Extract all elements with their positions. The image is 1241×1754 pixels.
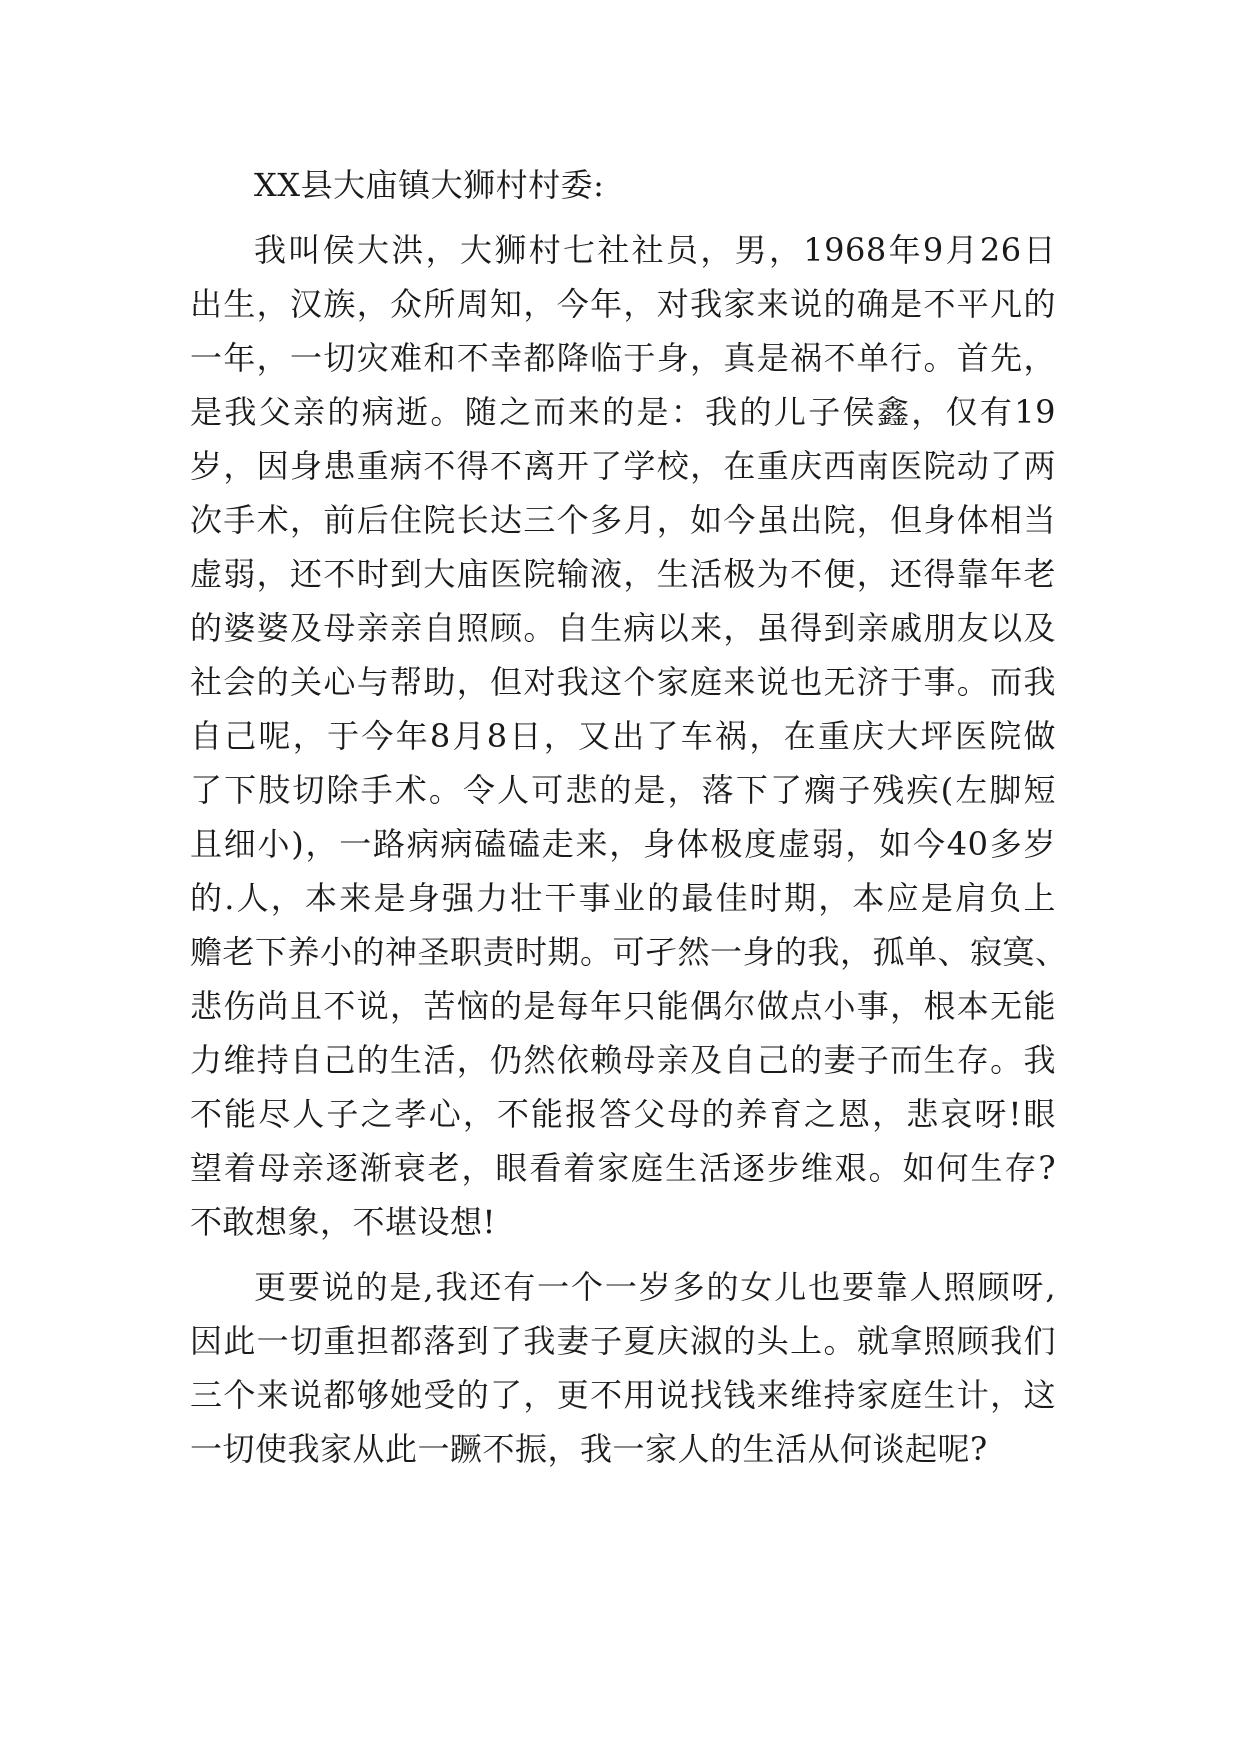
paragraph-1-line: 虚弱，还不时到大庙医院输液，生活极为不便，还得靠年老	[190, 555, 1056, 593]
paragraph-1-line: 次手术，前后住院长达三个多月，如今虽出院，但身体相当	[190, 501, 1056, 539]
paragraph-2-line: 一切使我家从此一蹶不振，我一家人的生活从何谈起呢?	[190, 1430, 988, 1468]
paragraph-1-line: 力维持自己的生活，仍然依赖母亲及自己的妻子而生存。我	[190, 1041, 1056, 1079]
paragraph-2-line: 更要说的是,我还有一个一岁多的女儿也要靠人照顾呀,	[254, 1268, 1056, 1306]
paragraph-1-line: 社会的关心与帮助，但对我这个家庭来说也无济于事。而我	[190, 663, 1056, 701]
paragraph-1-line: 悲伤尚且不说，苦恼的是每年只能偶尔做点小事，根本无能	[190, 987, 1056, 1025]
paragraph-1-line: 是我父亲的病逝。随之而来的是：我的儿子侯鑫，仅有19	[190, 393, 1056, 431]
paragraph-1-line: 的.人，本来是身强力壮干事业的最佳时期，本应是肩负上	[190, 879, 1056, 917]
paragraph-1-line: 且细小)，一路病病磕磕走来，身体极度虚弱，如今40多岁	[190, 825, 1056, 863]
paragraph-2-line: 因此一切重担都落到了我妻子夏庆淑的头上。就拿照顾我们	[190, 1322, 1056, 1360]
paragraph-gap	[190, 212, 1056, 223]
paragraph-1-line: 出生，汉族，众所周知，今年，对我家来说的确是不平凡的	[190, 285, 1056, 323]
paragraph-gap	[190, 1249, 1056, 1260]
paragraph-1-line: 自己呢，于今年8月8日，又出了车祸，在重庆大坪医院做	[190, 717, 1056, 755]
letter-body	[190, 158, 1068, 1476]
paragraph-1-line: 的婆婆及母亲亲自照顾。自生病以来，虽得到亲戚朋友以及	[190, 609, 1056, 647]
paragraph-1-line: 望着母亲逐渐衰老，眼看着家庭生活逐步维艰。如何生存?	[190, 1149, 1056, 1187]
salutation: XX县大庙镇大狮村村委:	[254, 166, 605, 204]
paragraph-1	[190, 223, 1068, 1249]
paragraph-1-line: 岁，因身患重病不得不离开了学校，在重庆西南医院动了两	[190, 447, 1056, 485]
paragraph-2	[190, 1260, 1056, 1476]
paragraph-1-line: 不敢想象，不堪设想!	[190, 1203, 496, 1241]
paragraph-1-line: 我叫侯大洪，大狮村七社社员，男，1968年9月26日	[254, 231, 1056, 269]
paragraph-2-line: 三个来说都够她受的了，更不用说找钱来维持家庭生计，这	[190, 1376, 1056, 1414]
paragraph-1-line: 赡老下养小的神圣职责时期。可孑然一身的我，孤单、寂寞、	[190, 933, 1068, 971]
paragraph-1-line: 不能尽人子之孝心，不能报答父母的养育之恩，悲哀呀!眼	[190, 1095, 1056, 1133]
paragraph-1-line: 一年，一切灾难和不幸都降临于身，真是祸不单行。首先，	[190, 339, 1056, 377]
paragraph-1-line: 了下肢切除手术。令人可悲的是，落下了瘸子残疾(左脚短	[190, 771, 1056, 809]
